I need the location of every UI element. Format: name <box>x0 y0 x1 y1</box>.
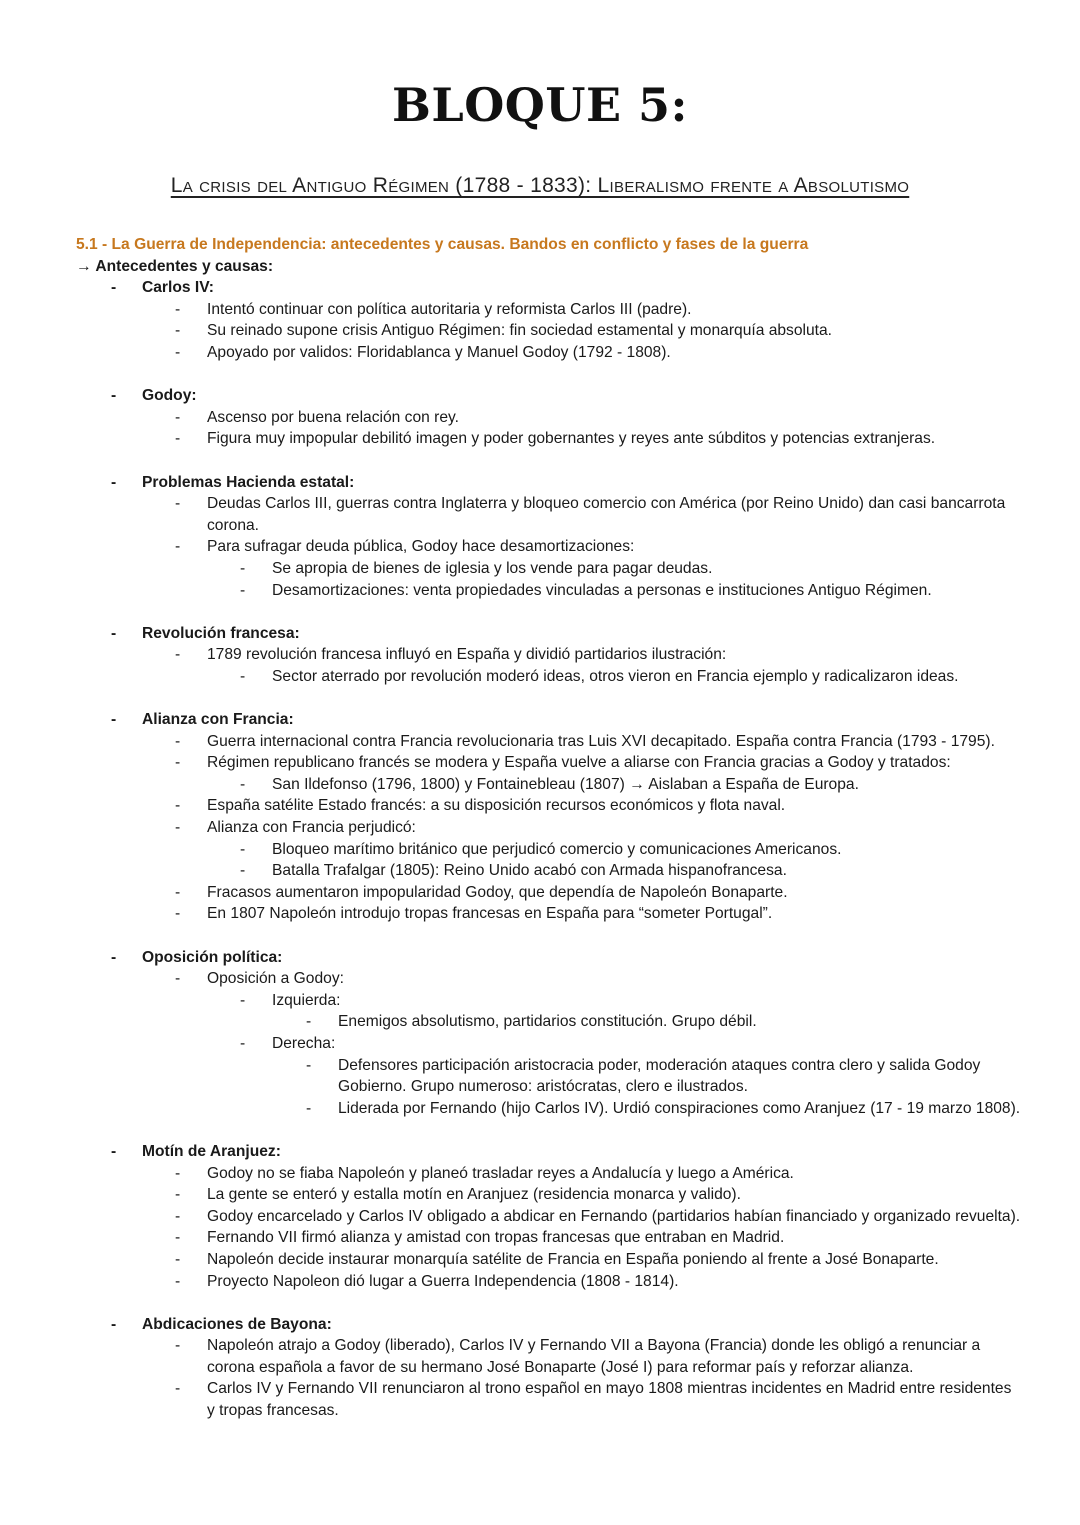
list-item: - Para sufragar deuda pública, Godoy hace desamortizaciones: <box>0 536 1080 558</box>
list-item: - Su reinado supone crisis Antiguo Régimen: fin sociedad estamental y monarquía absoluta. <box>0 320 1080 342</box>
topic-heading: - Motín de Aranjuez: <box>0 1141 1080 1163</box>
list-item: - La gente se enteró y estalla motín en Aranjuez (residencia monarca y valido). <box>0 1184 1080 1206</box>
list-item-continuation: corona. <box>207 516 260 534</box>
spacer <box>0 364 1080 386</box>
list-item: - Batalla Trafalgar (1805): Reino Unido acabó con Armada hispanofrancesa. <box>0 860 1080 882</box>
list-item: - Napoleón atrajo a Godoy (liberado), Carlos IV y Fernando VII a Bayona (Francia) donde les obligó a renunciar a <box>0 1335 1080 1357</box>
list-item: - Sector aterrado por revolución moderó ideas, otros vieron en Francia ejemplo y radicalizaron ideas. <box>0 666 1080 688</box>
list-item: - Figura muy impopular debilitó imagen y poder gobernantes y reyes ante súbditos y potencias extranjeras. <box>0 428 1080 450</box>
list-item-continuation: corona española a favor de su hermano José Bonaparte (José I) para reformar país y reforzar alianza. <box>207 1358 914 1376</box>
list-item: - Fernando VII firmó alianza y amistad con tropas francesas que entraban en Madrid. <box>0 1227 1080 1249</box>
subsection-heading: → Antecedentes y causas: <box>76 257 274 275</box>
list-item: - Bloqueo marítimo británico que perjudicó comercio y comunicaciones Americanos. <box>0 839 1080 861</box>
spacer <box>0 925 1080 947</box>
spacer <box>0 601 1080 623</box>
list-item: - Defensores participación aristocracia poder, moderación ataques contra clero y salida Godoy <box>0 1055 1080 1077</box>
topic-heading: - Carlos IV: <box>0 277 1080 299</box>
list-item: - Carlos IV y Fernando VII renunciaron al trono español en mayo 1808 mientras incidentes en Madrid entre residentes <box>0 1378 1080 1400</box>
topic-heading: - Alianza con Francia: <box>0 709 1080 731</box>
list-item-continuation: y tropas francesas. <box>207 1402 339 1420</box>
list-item: - 1789 revolución francesa influyó en España y dividió partidarios ilustración: <box>0 644 1080 666</box>
list-item: - España satélite Estado francés: a su disposición recursos económicos y flota naval. <box>0 795 1080 817</box>
list-item: - Godoy encarcelado y Carlos IV obligado a abdicar en Fernando (partidarios habían financiado y organizado revuelta). <box>0 1206 1080 1228</box>
list-item: - Oposición a Godoy: <box>0 968 1080 990</box>
page-subtitle <box>0 174 1080 198</box>
list-item: - Alianza con Francia perjudicó: <box>0 817 1080 839</box>
list-item: - Régimen republicano francés se modera y España vuelve a aliarse con Francia gracias a Godoy y tratados: <box>0 752 1080 774</box>
spacer <box>0 450 1080 472</box>
list-item: - Proyecto Napoleon dió lugar a Guerra Independencia (1808 - 1814). <box>0 1271 1080 1293</box>
topic-heading: - Problemas Hacienda estatal: <box>0 472 1080 494</box>
list-item: - Derecha: <box>0 1033 1080 1055</box>
list-item: - Intentó continuar con política autoritaria y reformista Carlos III (padre). <box>0 299 1080 321</box>
list-item-continuation: Gobierno. Grupo numeroso: aristócratas, clero e ilustrados. <box>338 1078 748 1096</box>
list-item: - Apoyado por validos: Floridablanca y Manuel Godoy (1792 - 1808). <box>0 342 1080 364</box>
subtitle-text: La crisis del Antiguo Régimen (1788 - 1833): Liberalismo frente a Absolutismo <box>170 174 910 197</box>
topic-heading: - Godoy: <box>0 385 1080 407</box>
page-title: BLOQUE 5: <box>391 78 689 132</box>
list-item: - Izquierda: <box>0 990 1080 1012</box>
section-title: 5.1 - La Guerra de Independencia: antecedentes y causas. Bandos en conflicto y fases de la guerra <box>76 236 809 253</box>
notes-body <box>0 234 1080 1422</box>
list-item: - San Ildefonso (1796, 1800) y Fontainebleau (1807) → Aislaban a España de Europa. <box>0 774 1080 796</box>
topic-heading: - Abdicaciones de Bayona: <box>0 1314 1080 1336</box>
list-item: - En 1807 Napoleón introdujo tropas francesas en España para “someter Portugal”. <box>0 903 1080 925</box>
list-item: - Desamortizaciones: venta propiedades vinculadas a personas e instituciones Antiguo Régimen. <box>0 580 1080 602</box>
list-item: - Ascenso por buena relación con rey. <box>0 407 1080 429</box>
topic-heading: - Revolución francesa: <box>0 623 1080 645</box>
list-item: - Se apropia de bienes de iglesia y los vende para pagar deudas. <box>0 558 1080 580</box>
spacer <box>0 1292 1080 1314</box>
list-item: - Liderada por Fernando (hijo Carlos IV). Urdió conspiraciones como Aranjuez (17 - 19 marzo 1808). <box>0 1098 1080 1120</box>
list-item: - Deudas Carlos III, guerras contra Inglaterra y bloqueo comercio con América (por Reino Unido) dan casi bancarrota <box>0 493 1080 515</box>
spacer <box>0 687 1080 709</box>
list-item: - Napoleón decide instaurar monarquía satélite de Francia en España poniendo al frente a José Bonaparte. <box>0 1249 1080 1271</box>
spacer <box>0 1119 1080 1141</box>
list-item: - Fracasos aumentaron impopularidad Godoy, que dependía de Napoleón Bonaparte. <box>0 882 1080 904</box>
topic-heading: - Oposición política: <box>0 947 1080 969</box>
list-item: - Guerra internacional contra Francia revolucionaria tras Luis XVI decapitado. España contra Francia (1793 - 1795). <box>0 731 1080 753</box>
list-item: - Enemigos absolutismo, partidarios constitución. Grupo débil. <box>0 1011 1080 1033</box>
list-item: - Godoy no se fiaba Napoleón y planeó trasladar reyes a Andalucía y luego a América. <box>0 1163 1080 1185</box>
